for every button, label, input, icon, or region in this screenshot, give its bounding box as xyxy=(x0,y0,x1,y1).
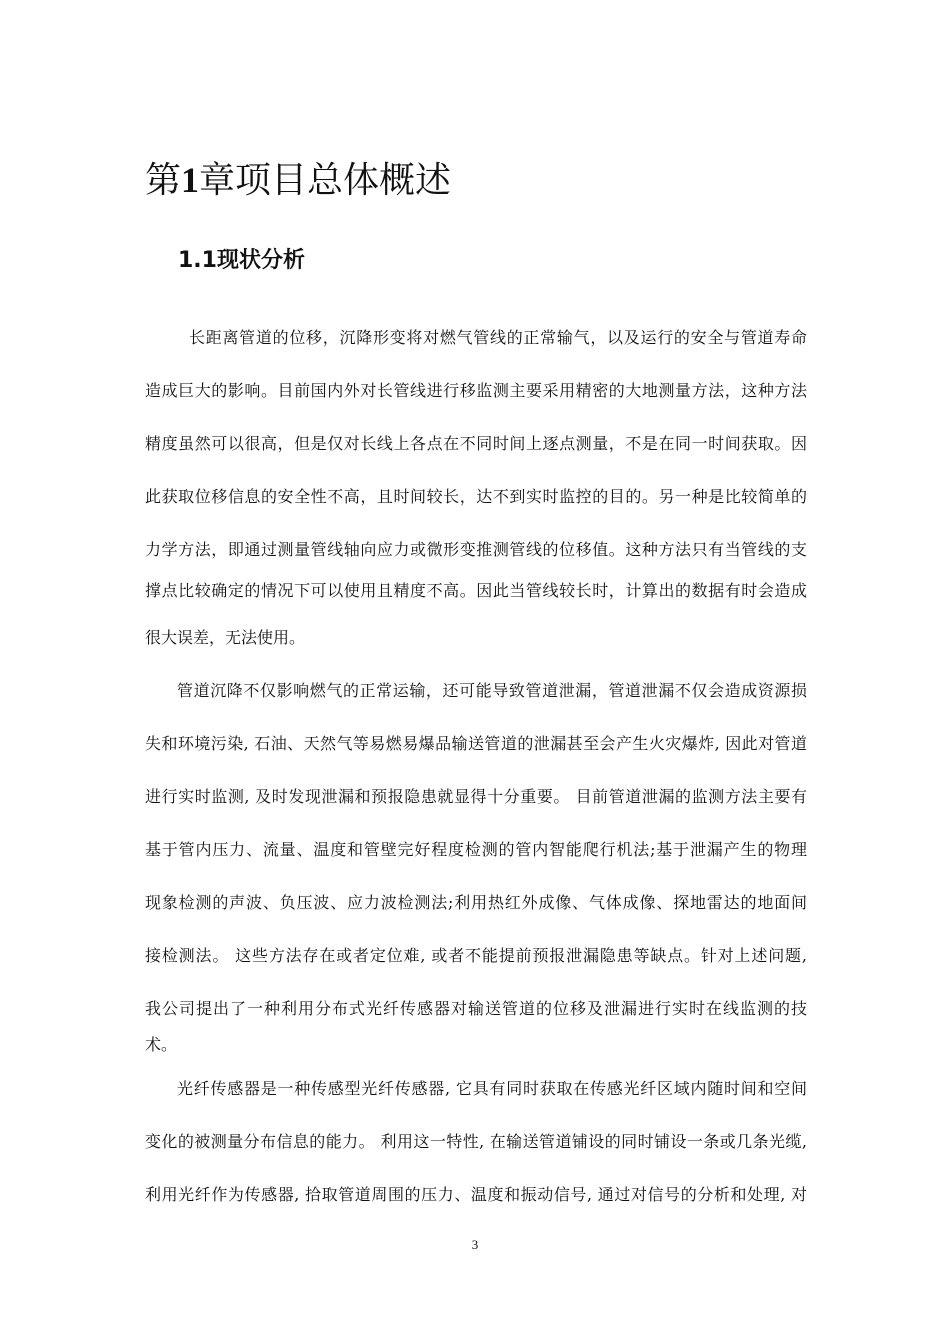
chapter-prefix: 第 xyxy=(145,160,182,201)
paragraph-line: 很大误差，无法使用。 xyxy=(145,628,306,647)
paragraph-line: 撑点比较确定的情况下可以使用且精度不高。因此当管线较长时，计算出的数据有时会造成 xyxy=(145,581,807,600)
paragraph-line: 利用光纤作为传感器, 拾取管道周围的压力、温度和振动信号, 通过对信号的分析和处理, 对 xyxy=(145,1185,807,1204)
paragraph-line: 长距离管道的位移，沉降形变将对燃气管线的正常输气，以及运行的安全与管道寿命 xyxy=(189,328,807,347)
page-number: 3 xyxy=(471,1237,479,1252)
paragraph-line: 造成巨大的影响。目前国内外对长管线进行移监测主要采用精密的大地测量方法，这种方法 xyxy=(145,381,807,400)
paragraph-line: 现象检测的声波、负压波、应力波检测法;利用热红外成像、气体成像、探地雷达的地面间 xyxy=(145,893,807,912)
paragraph-line: 力学方法，即通过测量管线轴向应力或微形变推测管线的位移值。这种方法只有当管线的支 xyxy=(145,540,807,559)
paragraph-line: 失和环境污染, 石油、天然气等易燃易爆品输送管道的泄漏甚至会产生火灾爆炸, 因此对管道 xyxy=(145,734,807,753)
chapter-title xyxy=(145,150,451,211)
paragraph-line: 接检测法。 这些方法存在或者定位难, 或者不能提前预报泄漏隐患等缺点。针对上述问题, xyxy=(145,946,807,965)
paragraph-line: 我公司提出了一种利用分布式光纤传感器对输送管道的位移及泄漏进行实时在线监测的技 xyxy=(145,999,807,1018)
paragraph-line: 变化的被测量分布信息的能力。 利用这一特性, 在输送管道铺设的同时铺设一条或几条光缆, xyxy=(145,1132,807,1151)
paragraph-line: 此获取位移信息的安全性不高，且时间较长，达不到实时监控的目的。另一种是比较简单的 xyxy=(145,487,807,506)
section-title: 1.1现状分析 xyxy=(178,248,305,273)
paragraph-line: 精度虽然可以很高，但是仅对长线上各点在不同时间上逐点测量，不是在同一时间获取。因 xyxy=(145,434,807,453)
chapter-title-text: 章项目总体概述 xyxy=(199,160,452,201)
paragraph-line: 管道沉降不仅影响燃气的正常运输，还可能导致管道泄漏，管道泄漏不仅会造成资源损 xyxy=(177,681,807,700)
paragraph-line: 基于管内压力、流量、温度和管壁完好程度检测的管内智能爬行机法;基于泄漏产生的物理 xyxy=(145,840,807,859)
paragraph-line: 光纤传感器是一种传感型光纤传感器, 它具有同时获取在传感光纤区域内随时间和空间 xyxy=(177,1079,807,1098)
chapter-number: 1 xyxy=(181,160,200,200)
paragraph-line: 术。 xyxy=(145,1035,178,1054)
paragraph-line: 进行实时监测, 及时发现泄漏和预报隐患就显得十分重要。 目前管道泄漏的监测方法主要有 xyxy=(145,787,807,806)
